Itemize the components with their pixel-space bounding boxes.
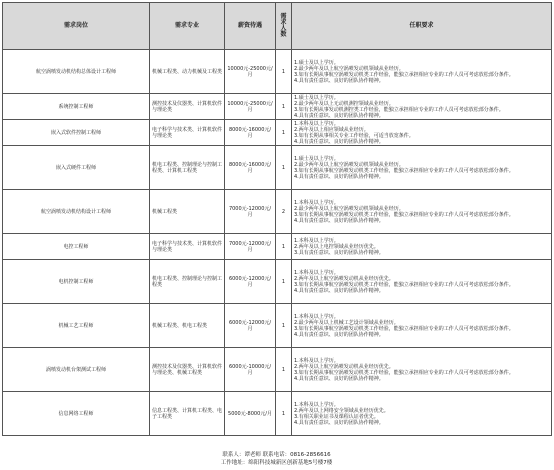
position-cell: 系统控制工程师 — [3, 94, 150, 120]
table-row — [3, 190, 552, 234]
requirement-line: 1.本科及以上学历。 — [294, 357, 339, 364]
header-position: 需求岗位 — [3, 3, 150, 50]
salary-cell: 8000元-16000元/月 — [225, 120, 276, 146]
table-row — [3, 304, 552, 348]
position-cell: 航空涡喷发动机结构总体设计工程师 — [3, 50, 150, 94]
major-cell: 机械工程类、动力机械及工程类 — [150, 50, 225, 94]
requirement-line: 1.硕士及以上学历。 — [294, 155, 339, 162]
table-row — [3, 392, 552, 436]
requirement-line: 3.如有长期从事航空涡喷发动机类工作经验，能独立承担相应专业的工作人员可考虑放松部分条件。 — [294, 369, 514, 376]
header-requirements: 任职要求 — [292, 3, 552, 50]
requirement-line: 2.两年及以上航空涡喷发动机从业经历优先。 — [294, 363, 394, 370]
count-cell: 1 — [276, 260, 292, 304]
position-cell: 涡喷发动机台架测试工程师 — [3, 348, 150, 392]
requirements-cell — [292, 348, 552, 392]
requirements-cell — [292, 120, 552, 146]
salary-cell: 6000元-12000元/月 — [225, 260, 276, 304]
table-row — [3, 50, 552, 94]
requirement-line: 4.具有责任意识、良好的团队协作精神。 — [294, 112, 384, 119]
salary-cell: 10000元-25000元/月 — [225, 94, 276, 120]
salary-cell: 7000元-12000元/月 — [225, 234, 276, 260]
requirement-line: 1.本科及以上学历。 — [294, 237, 339, 244]
major-cell: 机械工程类 — [150, 190, 225, 234]
requirements-cell — [292, 392, 552, 436]
table-row — [3, 146, 552, 190]
requirement-line: 1.硕士及以上学历。 — [294, 94, 339, 101]
major-cell: 电子科学与技术类、计算机软件与理论类 — [150, 234, 225, 260]
requirement-line: 2.最少两年及以上无动机测控领域从业经历。 — [294, 100, 394, 107]
contact-line: 联系人：谭老师 联系电话：0816-2856616 — [222, 452, 331, 458]
count-cell: 1 — [276, 234, 292, 260]
salary-cell: 6000元-12000元/月 — [225, 304, 276, 348]
requirement-line: 2.最少两年及以上航空涡喷发动机领域从业经历。 — [294, 161, 404, 168]
requirements-cell — [292, 304, 552, 348]
major-cell: 机械工程类、机电工程类 — [150, 304, 225, 348]
contact-footer — [2, 451, 551, 467]
table-row — [3, 120, 552, 146]
header-salary: 薪资待遇 — [225, 3, 276, 50]
requirement-line: 4.具有责任意识、良好的团队协作精神。 — [294, 173, 384, 180]
requirement-line: 3.如有长期从事航空涡喷发动机类工作经验，能独立承担相应专业的工作人员可考虑放松部分条件。 — [294, 211, 514, 218]
recruitment-table — [2, 2, 552, 436]
requirement-line: 2.两年及以上相应领域从业经历。 — [294, 126, 369, 133]
salary-cell: 5000元-8000元/月 — [225, 392, 276, 436]
requirements-cell — [292, 50, 552, 94]
count-cell: 1 — [276, 120, 292, 146]
table-row — [3, 94, 552, 120]
table-row — [3, 260, 552, 304]
table-body — [3, 50, 552, 436]
position-cell: 电控工程师 — [3, 234, 150, 260]
requirement-line: 1.本科及以上学历。 — [294, 313, 339, 320]
requirement-line: 2.最少两年及以上航空涡喷发动机领域从业经历。 — [294, 205, 404, 212]
requirement-line: 1.本科及以上学历。 — [294, 401, 339, 408]
requirement-line: 4.具有责任意识、良好的团队协作精神。 — [294, 138, 384, 145]
major-cell: 信息工程类、计算机工程类、电子工程类 — [150, 392, 225, 436]
requirement-line: 2.两年及以上电控领域从业经历优先。 — [294, 243, 379, 250]
table-row — [3, 234, 552, 260]
table-row — [3, 348, 552, 392]
count-cell: 2 — [276, 190, 292, 234]
requirements-cell — [292, 260, 552, 304]
requirements-cell — [292, 94, 552, 120]
position-cell: 嵌入式软件控制工程师 — [3, 120, 150, 146]
count-cell: 1 — [276, 392, 292, 436]
header-major: 需求专业 — [150, 3, 225, 50]
requirement-line: 3.如有长期从事相关专业工作经验，可适当放宽条件。 — [294, 132, 414, 139]
requirement-line: 4.具有责任意识、良好的团队协作精神。 — [294, 375, 384, 382]
requirement-line: 1.本科及以上学历。 — [294, 120, 339, 127]
count-cell: 1 — [276, 50, 292, 94]
requirement-line: 1.本科及以上学历。 — [294, 199, 339, 206]
requirement-line: 4.具有责任意识、良好的团队协作精神。 — [294, 331, 384, 338]
requirement-line: 4.具有责任意识、良好的团队协作精神。 — [294, 217, 384, 224]
address-line: 工作地址：绵阳科技城新区创新基地5号楼7楼 — [220, 460, 333, 466]
major-cell: 测控技术及仪器类、计算机软件与理论类、机械工程类 — [150, 348, 225, 392]
requirement-line: 2.最少两年及以上航空涡喷发动机领域从业经历。 — [294, 65, 404, 72]
requirement-line: 4.具有责任意识、良好的团队协作精神。 — [294, 287, 384, 294]
count-cell: 1 — [276, 146, 292, 190]
requirement-line: 2.两年及以上网络安全领域从业经历优先。 — [294, 407, 389, 414]
header-count: 需求人数 — [276, 3, 292, 50]
major-cell: 机电工程类、控制理论与控制工程类 — [150, 260, 225, 304]
count-cell: 1 — [276, 304, 292, 348]
requirement-line: 2.两年及以上航空涡喷发动机从业经历优先。 — [294, 275, 394, 282]
position-cell: 航空涡喷发动机结构设计工程师 — [3, 190, 150, 234]
position-cell: 信息网络工程师 — [3, 392, 150, 436]
salary-cell: 7000元-12000元/月 — [225, 190, 276, 234]
requirement-line: 2.最少两年及以上机械工艺设计领域从业经历。 — [294, 319, 399, 326]
requirement-line: 3.有相关职业证书及课程认证者优先。 — [294, 413, 379, 420]
major-cell: 电子科学与技术类、计算机软件与理论类 — [150, 120, 225, 146]
requirements-cell — [292, 146, 552, 190]
requirement-line: 3.具有责任意识、良好的团队协作精神。 — [294, 249, 384, 256]
count-cell: 1 — [276, 94, 292, 120]
requirement-line: 3.如有长期从事航空涡喷发动机类工作经验，能独立承担相应专业的工作人员可考虑放松部分条件。 — [294, 281, 514, 288]
table-header-row — [3, 3, 552, 50]
requirement-line: 3.如有长期从事航空涡喷发动机类工作经验，能独立承担相应专业的工作人员可考虑放松部分条件。 — [294, 71, 514, 78]
position-cell: 嵌入式硬件工程师 — [3, 146, 150, 190]
position-cell: 机械工艺工程师 — [3, 304, 150, 348]
requirement-line: 4.具有责任意识、良好的团队协作精神。 — [294, 77, 384, 84]
requirement-line: 1.本科及以上学历。 — [294, 269, 339, 276]
requirement-line: 4.具有责任意识、良好的团队协作精神。 — [294, 419, 384, 426]
salary-cell: 6000元-10000元/月 — [225, 348, 276, 392]
major-cell: 机电工程类、控制理论与控制工程类、计算机工程类 — [150, 146, 225, 190]
major-cell: 测控技术及仪器类、计算机软件与理论类 — [150, 94, 225, 120]
salary-cell: 8000元-16000元/月 — [225, 146, 276, 190]
requirements-cell — [292, 234, 552, 260]
requirement-line: 3.如有长期从事航空涡喷发动机类工作经验，能独立承担相应专业的工作人员可考虑放松部分条件。 — [294, 167, 514, 174]
requirement-line: 1.硕士及以上学历。 — [294, 59, 339, 66]
requirements-cell — [292, 190, 552, 234]
requirement-line: 3.如有长期从事航空涡喷发动机类工作经验，能独立承担相应专业的工作人员可考虑放松部分条件。 — [294, 325, 514, 332]
count-cell: 1 — [276, 348, 292, 392]
salary-cell: 10000元-25000元/月 — [225, 50, 276, 94]
requirement-line: 3.如有长期从事发动机测控类工作经验，能独立承担相应专业的工作人员可考虑放松部分条件。 — [294, 106, 504, 113]
position-cell: 电机控制工程师 — [3, 260, 150, 304]
